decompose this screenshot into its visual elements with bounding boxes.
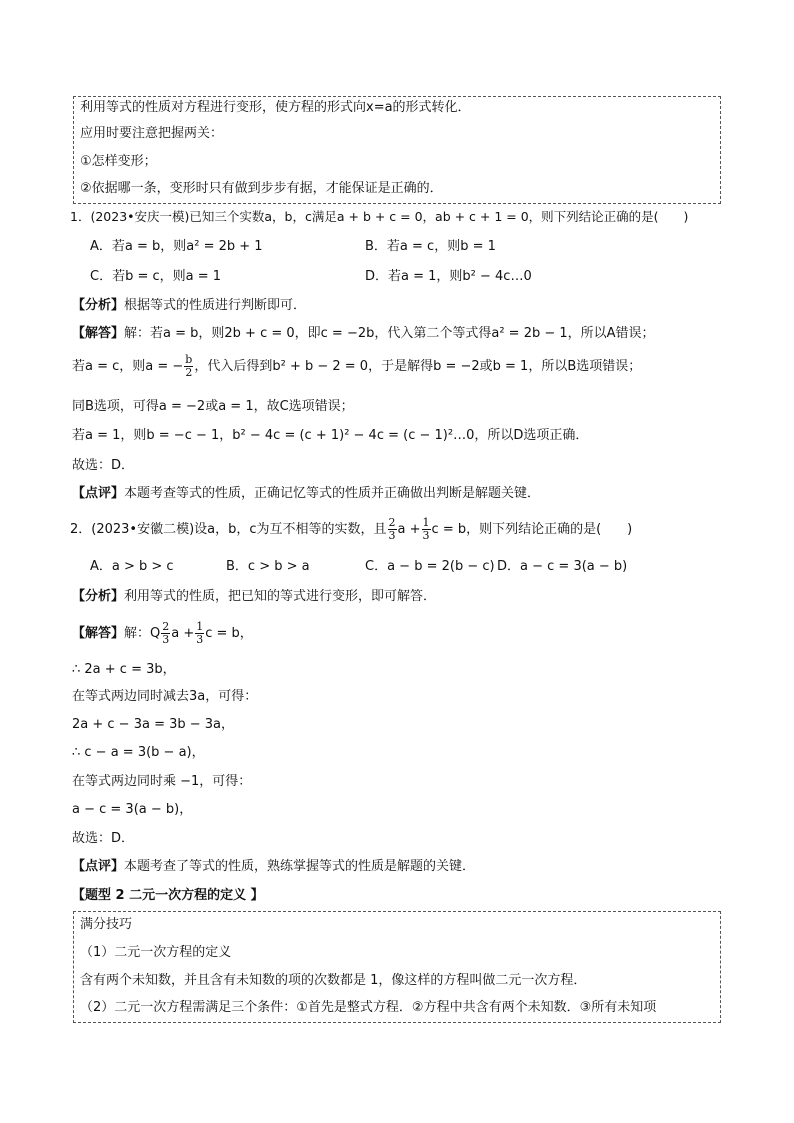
comment-text: 本题考查了等式的性质，熟练掌握等式的性质是解题的关键． bbox=[124, 859, 476, 874]
q1-option-c: C．若b = c，则a = 1 bbox=[90, 269, 222, 284]
q2-analysis bbox=[72, 588, 436, 606]
tip-line-2: 应用时要注意把握两关： bbox=[80, 126, 224, 141]
q1-comment bbox=[72, 485, 540, 503]
tip2-line-1: 满分技巧 bbox=[80, 917, 133, 932]
answer-tag: 【解答】 bbox=[72, 626, 125, 641]
comment-tag: 【点评】 bbox=[72, 859, 125, 874]
q2-choice: 故选：D． bbox=[72, 831, 135, 846]
q2-option-c: C．a − b = 2(b − c) bbox=[365, 559, 495, 574]
fraction-2-over-3: $\frac{2}{3}$ bbox=[162, 620, 170, 646]
q2-solution-line-2: ∴ 2a + c = 3b， bbox=[72, 662, 176, 677]
q1-option-a: A．若a = b，则a² = 2b + 1 bbox=[90, 239, 263, 254]
q2-stem: 2．(2023•安徽二模)设a，b，c为互不相等的实数，且 $\frac{2}{3}$ a + $\frac{1}{3}$ c = b，则下列结论正确的是( ) bbox=[70, 516, 633, 542]
fraction-1-over-3: $\frac{1}{3}$ bbox=[422, 516, 430, 542]
q1-option-b: B．若a = c，则b = 1 bbox=[365, 239, 496, 254]
comment-text: 本题考查等式的性质，正确记忆等式的性质并正确做出判断是解题关键． bbox=[124, 486, 541, 501]
q1-option-d: D．若a = 1，则b² − 4c…0 bbox=[365, 269, 532, 284]
section-title: 【题型 2 二元一次方程的定义 】 bbox=[72, 888, 264, 903]
analysis-tag: 【分析】 bbox=[72, 298, 125, 313]
analysis-text: 利用等式的性质，把已知的等式进行变形，即可解答． bbox=[124, 589, 437, 604]
q2-option-d: D．a − c = 3(a − b) bbox=[497, 559, 628, 574]
tip-line-4: ②依据哪一条，变形时只有做到步步有据，才能保证是正确的． bbox=[80, 181, 443, 196]
q1-analysis bbox=[72, 297, 306, 315]
q1-solution-line-1 bbox=[72, 325, 655, 343]
solution-text: 解：若a = b，则2b + c = 0，即c = −2b，代入第二个等式得a² = 2b − 1，所以A错误； bbox=[124, 326, 655, 341]
tip2-line-2: （1）二元一次方程的定义 bbox=[80, 945, 232, 960]
answer-tag: 【解答】 bbox=[72, 326, 125, 341]
fraction-1-over-3: $\frac{1}{3}$ bbox=[196, 620, 204, 646]
tip-line-3: ①怎样变形； bbox=[80, 154, 157, 169]
q2-solution-line-5: ∴ c − a = 3(b − a)， bbox=[72, 745, 205, 760]
analysis-text: 根据等式的性质进行判断即可． bbox=[124, 298, 307, 313]
fraction-b-over-2: $\frac{b}{2}$ bbox=[185, 353, 193, 379]
q1-solution-line-3: 同B选项，可得a = −2或a = 1，故C选项错误； bbox=[72, 399, 354, 414]
q2-comment bbox=[72, 858, 475, 876]
tip-line-1: 利用等式的性质对方程进行变形，使方程的形式向x=a的形式转化． bbox=[80, 100, 471, 115]
q2-solution-line-3: 在等式两边同时减去3a，可得： bbox=[72, 689, 258, 704]
q1-choice: 故选：D． bbox=[72, 458, 135, 473]
comment-tag: 【点评】 bbox=[72, 486, 125, 501]
tip2-line-3: 含有两个未知数，并且含有未知数的项的次数都是 1，像这样的方程叫做二元一次方程． bbox=[80, 973, 587, 988]
q2-solution-line-7: a − c = 3(a − b)， bbox=[72, 802, 193, 817]
q2-solution-line-6: 在等式两边同时乘 −1，可得： bbox=[72, 774, 252, 789]
q2-solution-line-4: 2a + c − 3a = 3b − 3a， bbox=[72, 717, 235, 732]
fraction-2-over-3: $\frac{2}{3}$ bbox=[388, 516, 396, 542]
analysis-tag: 【分析】 bbox=[72, 589, 125, 604]
q1-stem: 1．(2023•安庆一模)已知三个实数a，b，c满足a + b + c = 0，ab + c + 1 = 0，则下列结论正确的是( ) bbox=[70, 209, 689, 224]
q2-option-b: B．c > b > a bbox=[226, 559, 310, 574]
q1-solution-line-2: 若a = c，则a = − $\frac{b}{2}$ ，代入后得到b² + b − 2 = 0，于是解得b = −2或b = 1，所以B选项错误； bbox=[72, 353, 642, 379]
q2-solution-line-1: 【解答】解：Q $\frac{2}{3}$ a + $\frac{1}{3}$ c = b， bbox=[72, 620, 253, 646]
q1-solution-line-4: 若a = 1，则b = −c − 1，b² − 4c = (c + 1)² − 4c = (c − 1)²…0，所以D选项正确． bbox=[72, 428, 589, 443]
tip2-line-4: （2）二元一次方程需满足三个条件：①首先是整式方程．②方程中共含有两个未知数．③所有未知项 bbox=[80, 1000, 657, 1015]
q2-option-a: A．a > b > c bbox=[90, 559, 174, 574]
